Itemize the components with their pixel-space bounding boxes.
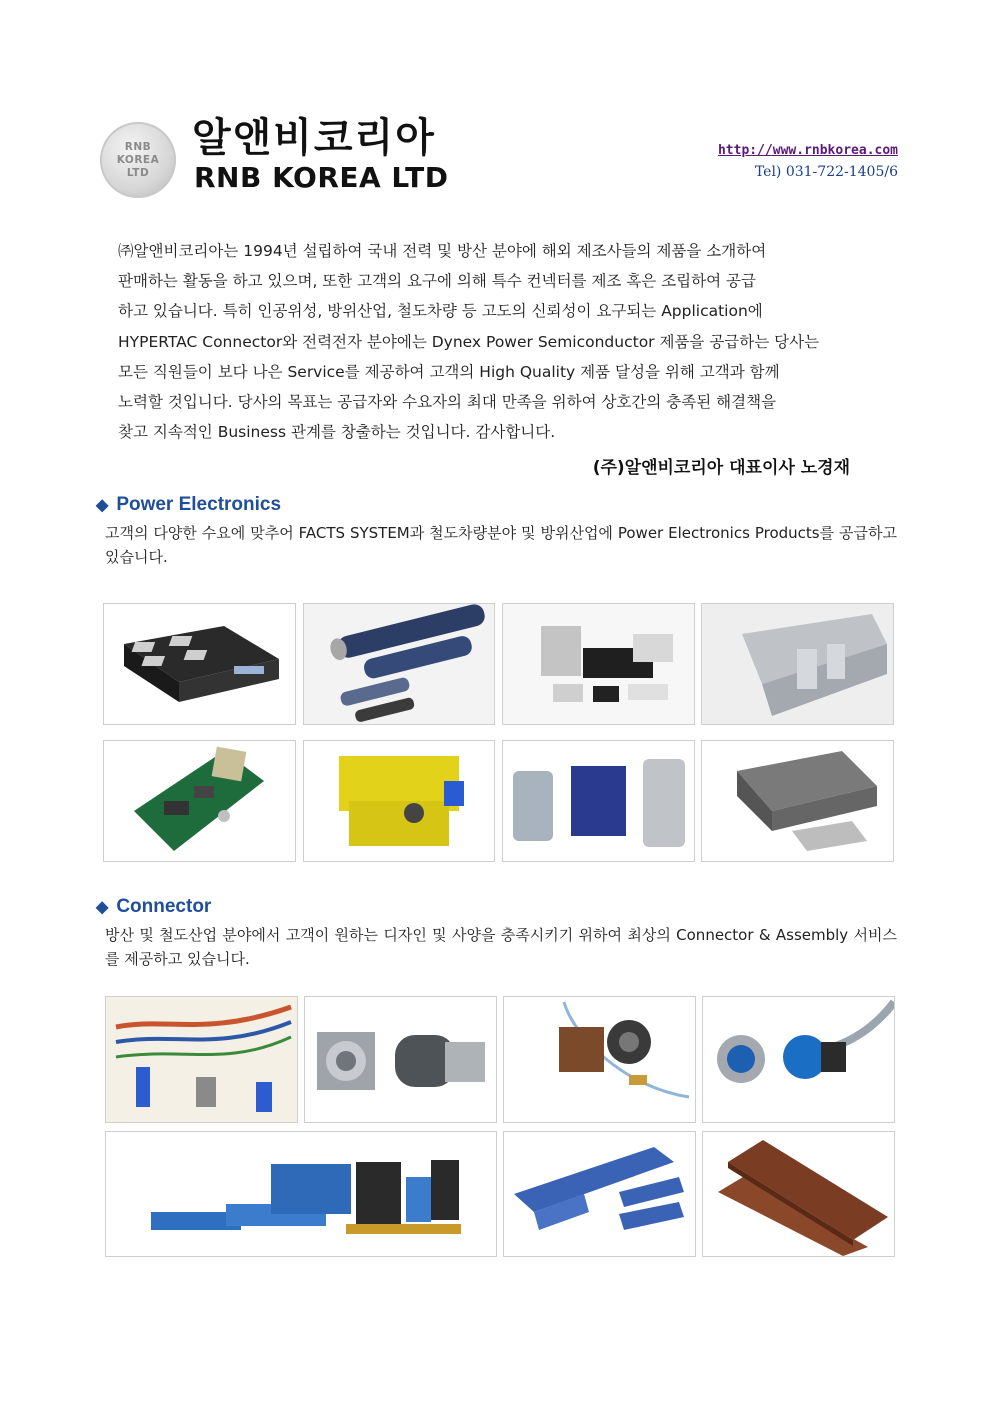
intro-line: 찾고 지속적인 Business 관계를 창출하는 것입니다. 감사합니다.	[118, 423, 556, 442]
diamond-bullet-icon: ◆	[96, 899, 109, 916]
product-image-igbt-module	[103, 603, 296, 725]
diamond-bullet-icon: ◆	[96, 497, 109, 514]
power-electronics-heading	[96, 494, 281, 516]
phone-number: Tel) 031-722-1405/6	[754, 164, 898, 180]
power-electronics-title: Power Electronics	[116, 494, 282, 515]
product-image-modular-rack-connectors	[105, 1131, 497, 1257]
seal-line-3: LTD	[126, 166, 150, 179]
connector-title: Connector	[116, 896, 212, 917]
connector-description: 방산 및 철도산업 분야에서 고객이 원하는 디자인 및 사양을 충족시키기 위하여 최상의 Connector & Assembly 서비스를 제공하고 있습니다.	[105, 926, 897, 968]
product-image-circular-connector-pair	[702, 996, 895, 1123]
product-image-high-density-connectors	[702, 1131, 895, 1257]
product-image-power-unit	[303, 740, 495, 862]
product-image-power-assembly	[701, 603, 894, 725]
product-image-control-board	[103, 740, 296, 862]
company-name-korean: 알앤비코리아	[192, 115, 436, 161]
product-image-semiconductor-modules	[502, 603, 695, 725]
company-name-english: RNB KOREA LTD	[194, 161, 449, 194]
seal-line-2: KOREA	[116, 153, 160, 166]
intro-line: 하고 있습니다. 특히 인공위성, 방위산업, 철도차량 등 고도의 신뢰성이 요구되는 Application에	[118, 302, 763, 321]
power-electronics-description: 고객의 다양한 수요에 맞추어 FACTS SYSTEM과 철도차량분야 및 방위산업에 Power Electronics Products를 공급하고 있습니다.	[105, 524, 897, 566]
product-image-resistors	[303, 603, 495, 725]
product-image-capacitors	[502, 740, 695, 862]
product-image-cable-assemblies	[105, 996, 298, 1123]
product-image-pcb-edge-connectors	[503, 1131, 696, 1257]
product-image-heat-sink	[701, 740, 894, 862]
product-image-circular-connectors	[304, 996, 497, 1123]
intro-line: HYPERTAC Connector와 전력전자 분야에는 Dynex Power Semiconductor 제품을 공급하는 당사는	[118, 332, 820, 351]
connector-heading	[96, 896, 211, 918]
intro-paragraph	[118, 236, 858, 447]
company-seal-logo	[100, 122, 176, 198]
intro-line: ㈜알앤비코리아는 1994년 설립하여 국내 전력 및 방산 분야에 해외 제조사들의 제품을 소개하여	[118, 242, 767, 260]
ceo-signature: (주)알앤비코리아 대표이사 노경재	[592, 458, 850, 478]
seal-line-1: RNB	[124, 140, 152, 153]
website-link[interactable]: http://www.rnbkorea.com	[717, 143, 898, 158]
intro-line: 판매하는 활동을 하고 있으며, 또한 고객의 요구에 의해 특수 컨넥터를 제조 혹은 조립하여 공급	[118, 272, 756, 291]
intro-line: 모든 직원들이 보다 나은 Service를 제공하여 고객의 High Quality 제품 달성을 위해 고객과 함께	[118, 362, 780, 381]
intro-line: 노력할 것입니다. 당사의 목표는 공급자와 수요자의 최대 만족을 위하여 상호간의 충족된 해결책을	[118, 393, 777, 412]
product-image-military-connectors	[503, 996, 696, 1123]
